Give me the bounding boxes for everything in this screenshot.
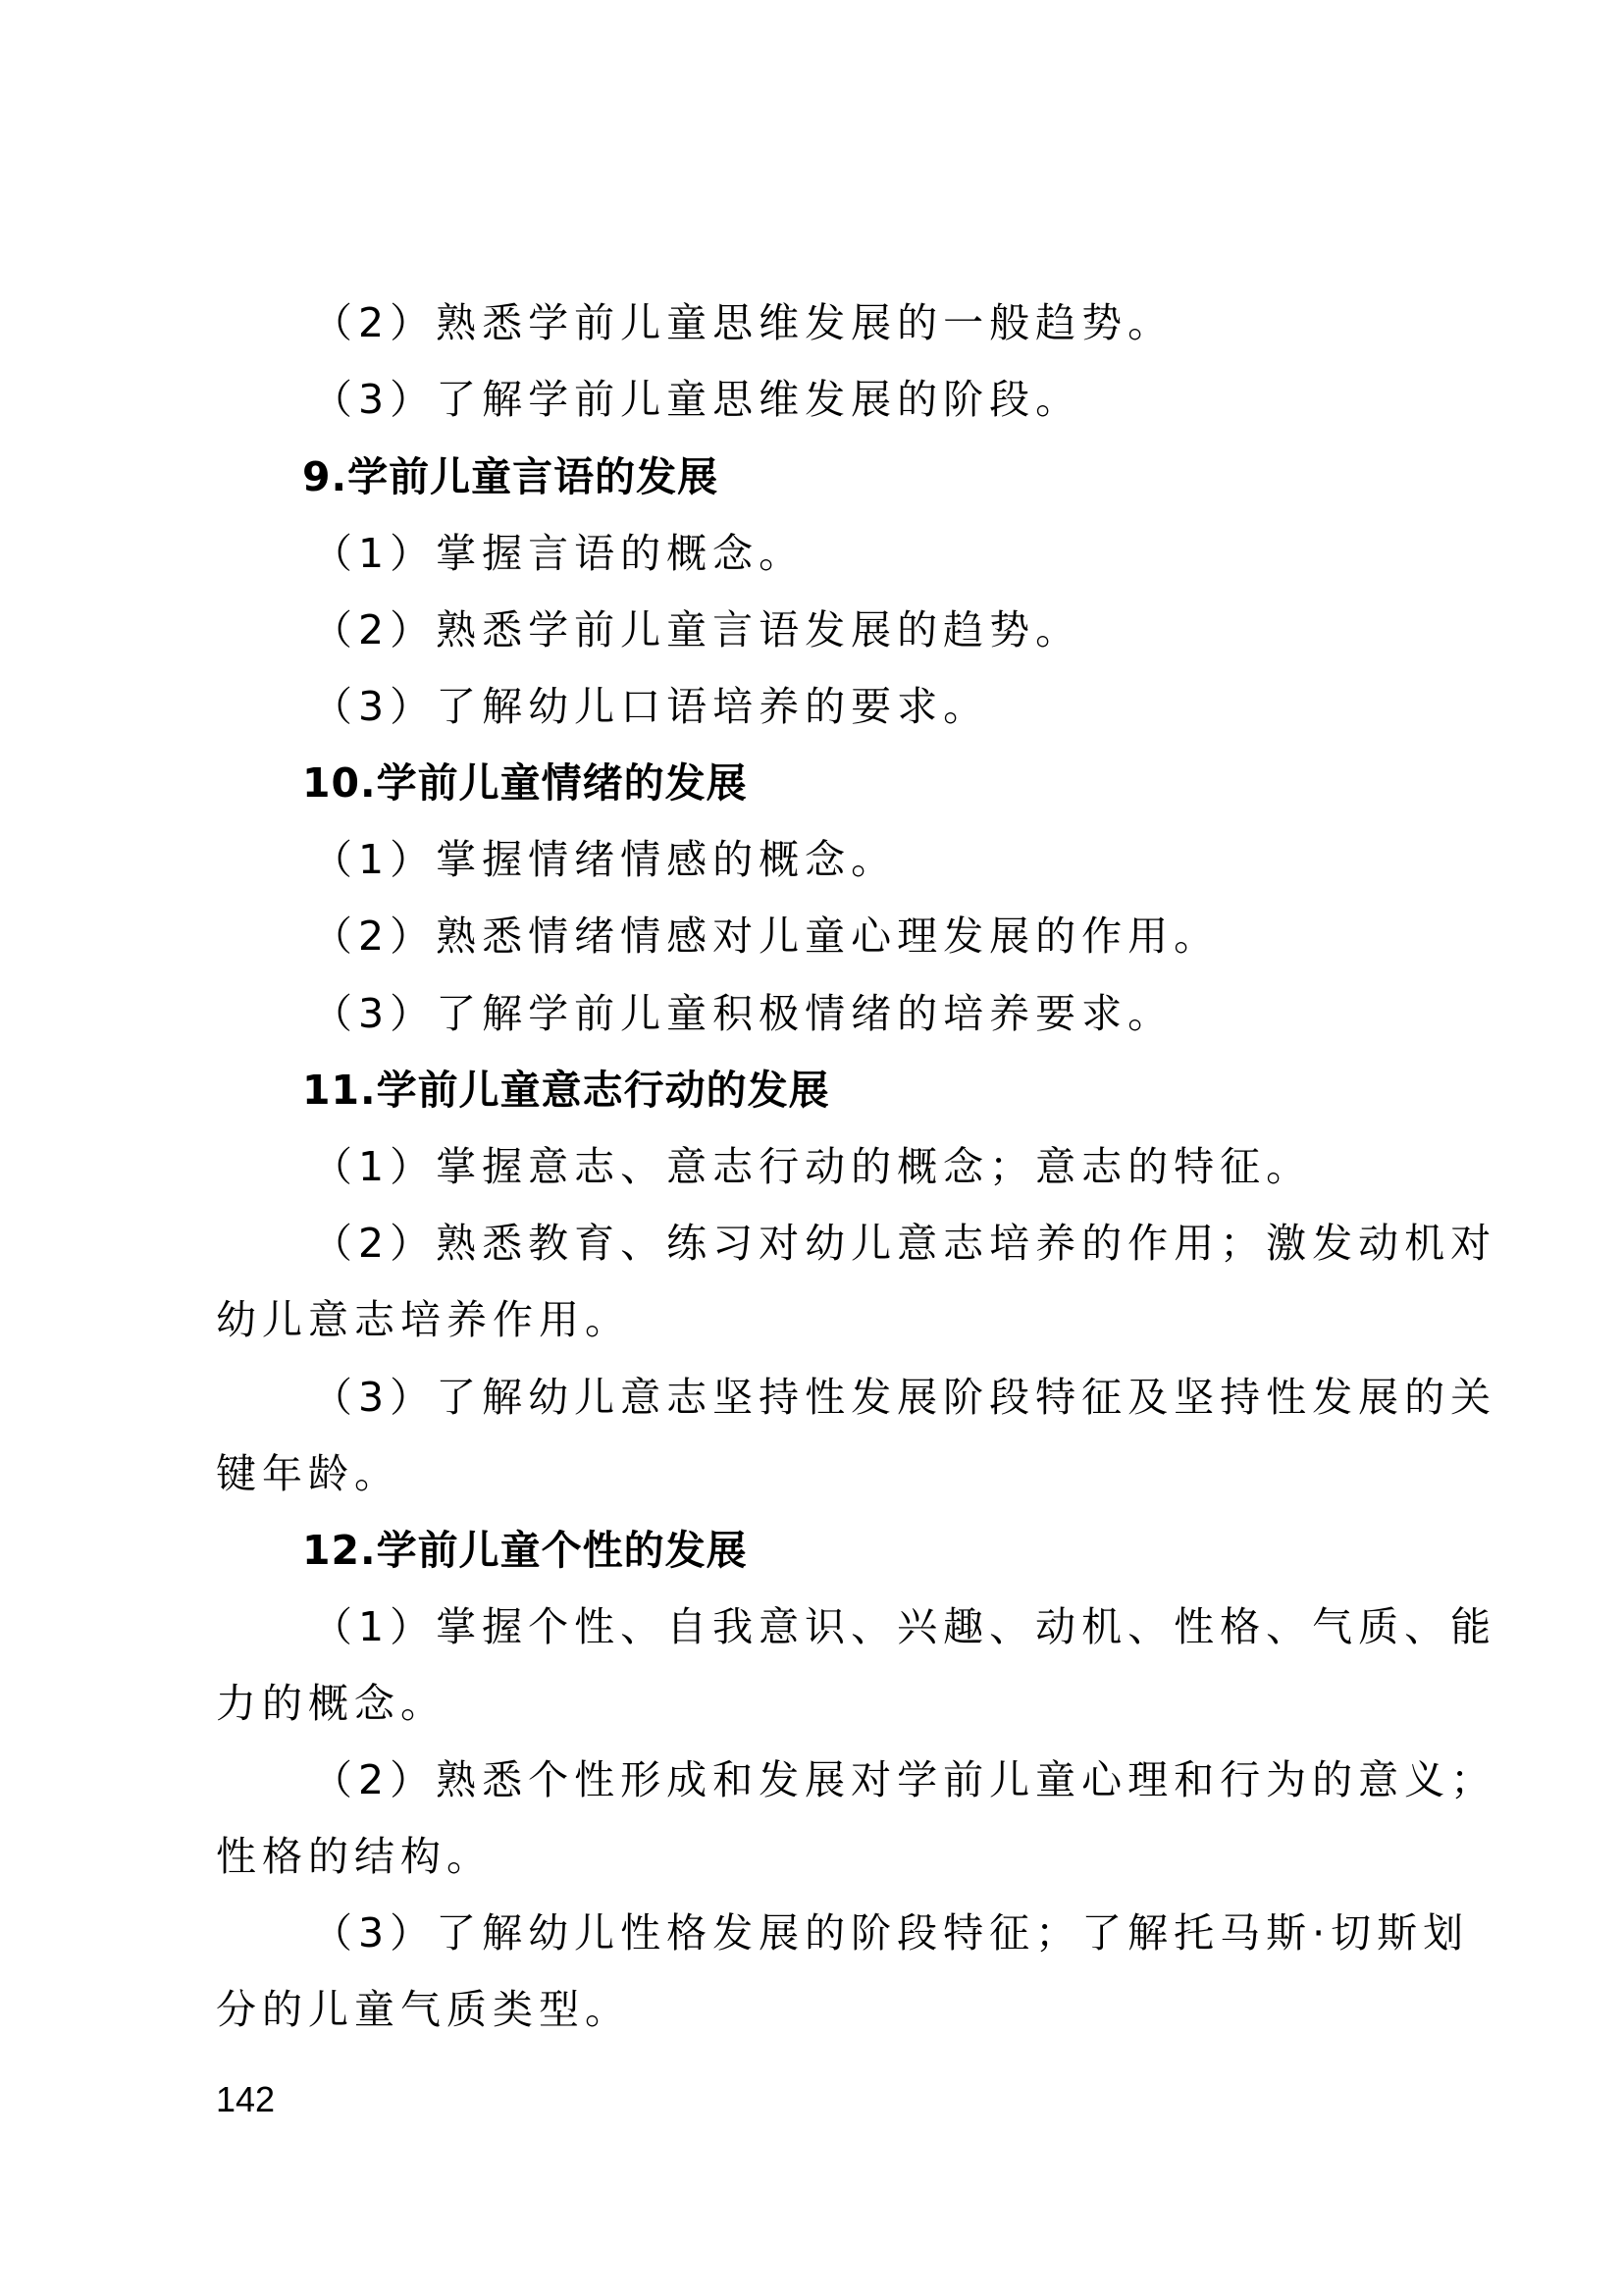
text-line: （3）了解幼儿口语培养的要求。 — [312, 683, 990, 730]
text-line: 分的儿童气质类型。 — [216, 1986, 631, 2033]
text-line: （2）熟悉情绪情感对儿童心理发展的作用。 — [312, 913, 1221, 960]
text-line: （2）熟悉个性形成和发展对学前儿童心理和行为的意义； — [312, 1756, 1497, 1803]
text-line: （3）了解学前儿童思维发展的阶段。 — [312, 376, 1082, 423]
page-number: 142 — [216, 2079, 276, 2119]
text-line: （3）了解幼儿性格发展的阶段特征；了解托马斯·切斯划 — [312, 1909, 1470, 1956]
section-heading: 10.学前儿童情绪的发展 — [302, 759, 748, 807]
section-heading: 11.学前儿童意志行动的发展 — [302, 1067, 830, 1114]
text-line: （3）了解幼儿意志坚持性发展阶段特征及坚持性发展的关 — [312, 1374, 1497, 1421]
text-line: （1）掌握意志、意志行动的概念；意志的特征。 — [312, 1143, 1313, 1190]
section-heading: 12.学前儿童个性的发展 — [302, 1527, 748, 1574]
text-line: 力的概念。 — [216, 1680, 446, 1727]
text-line: （2）熟悉学前儿童思维发展的一般趋势。 — [312, 299, 1175, 346]
text-line: 性格的结构。 — [216, 1833, 493, 1880]
section-heading: 9.学前儿童言语的发展 — [302, 453, 719, 500]
text-line: （1）掌握言语的概念。 — [312, 530, 806, 577]
text-line: 幼儿意志培养作用。 — [216, 1296, 631, 1343]
text-line: （2）熟悉学前儿童言语发展的趋势。 — [312, 606, 1082, 653]
text-line: （2）熟悉教育、练习对幼儿意志培养的作用；激发动机对 — [312, 1220, 1497, 1267]
text-line: （3）了解学前儿童积极情绪的培养要求。 — [312, 990, 1175, 1037]
text-line: （1）掌握个性、自我意识、兴趣、动机、性格、气质、能 — [312, 1603, 1497, 1650]
text-line: 键年龄。 — [216, 1450, 400, 1497]
text-line: （1）掌握情绪情感的概念。 — [312, 836, 898, 883]
